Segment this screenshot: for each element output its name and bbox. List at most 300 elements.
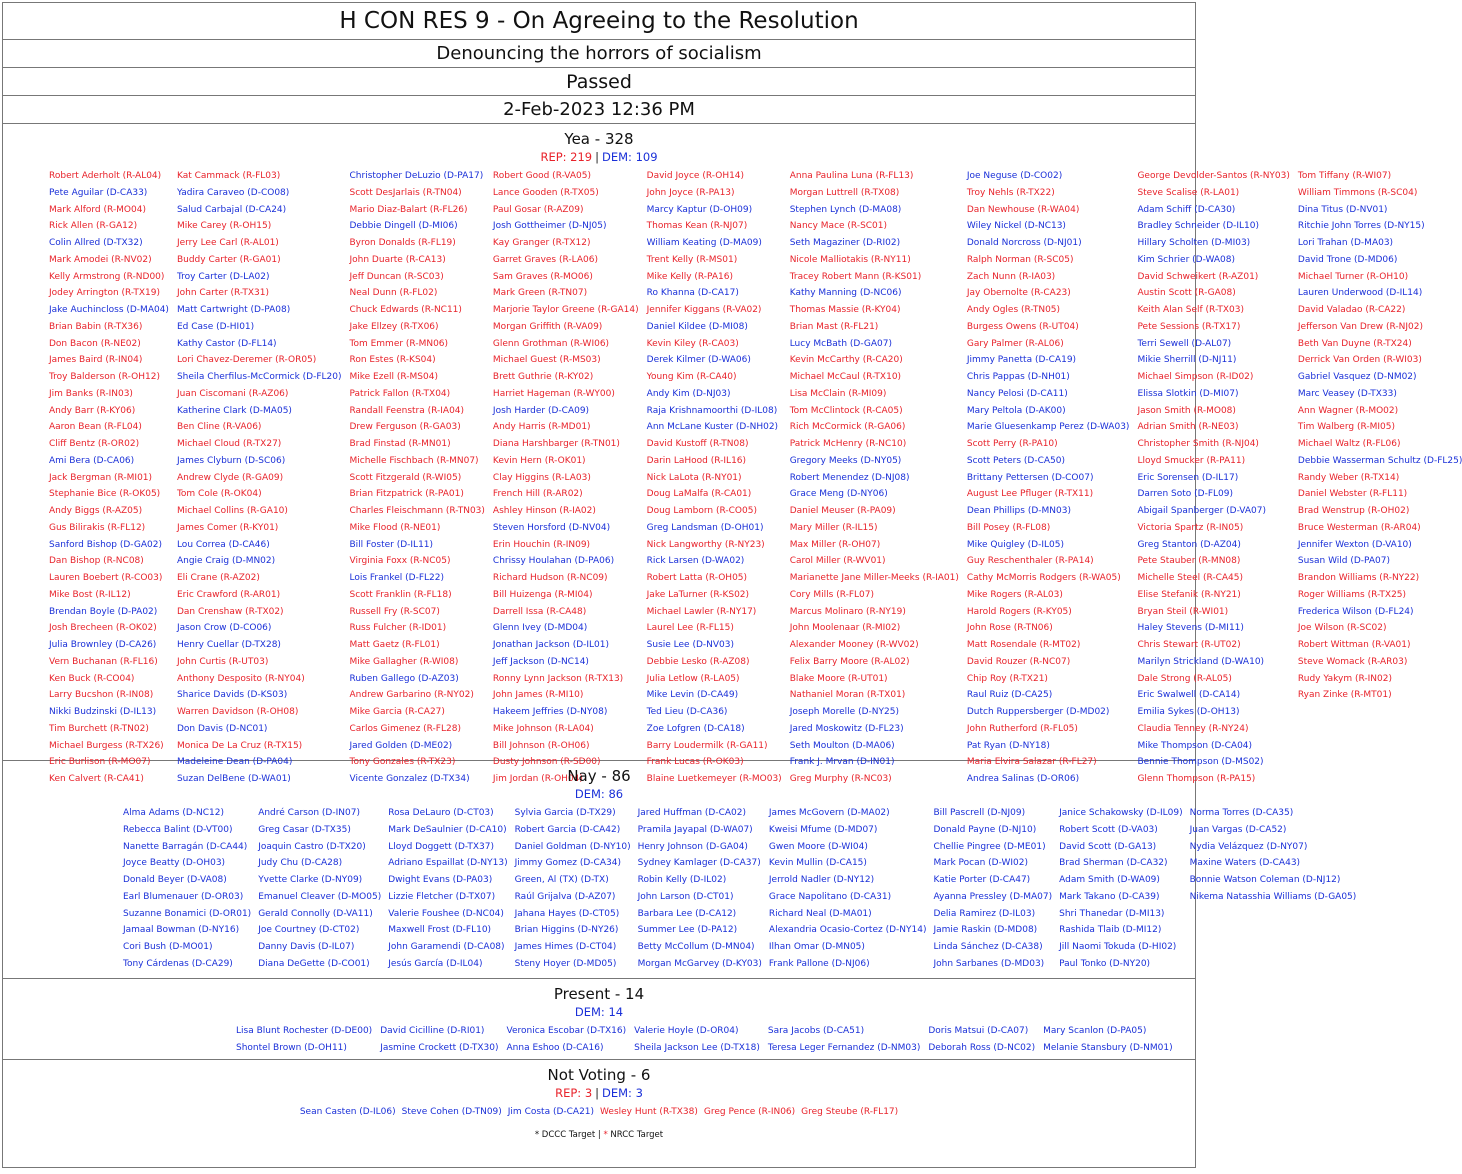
- member-entry: Elise Stefanik (R-NY21): [1137, 589, 1241, 600]
- member-entry: Marjorie Taylor Greene (R-GA14): [492, 305, 639, 315]
- member-entry: Raúl Grijalva (D-AZ07): [514, 891, 616, 902]
- member-entry: Beth Van Duyne (R-TX24): [1297, 338, 1412, 349]
- member-entry: Suzanne Bonamici (D-OR01): [123, 908, 252, 919]
- member-entry: Veronica Escobar (D-TX16): [506, 1026, 627, 1036]
- member-entry: Joseph Morelle (D-NY25): [789, 707, 899, 717]
- member-entry: Mark Alford (R-MO04): [49, 204, 146, 215]
- member-entry: Greg Landsman (D-OH01): [646, 522, 764, 533]
- member-entry: Scott DesJarlais (R-TN04): [349, 187, 462, 198]
- dccc-target-note: * DCCC Target: [534, 1129, 596, 1140]
- vote-record: [2, 2, 1462, 1168]
- member-entry: Stephanie Bice (R-OK05): [49, 489, 161, 500]
- member-entry: Bonnie Watson Coleman (D-NJ12): [1189, 875, 1341, 885]
- member-entry: Ann Wagner (R-MO02): [1297, 405, 1399, 416]
- member-entry: James McGovern (D-MA02): [768, 808, 890, 818]
- member-entry: Cathy McMorris Rodgers (R-WA05): [966, 573, 1121, 583]
- member-entry: August Lee Pfluger (R-TX11): [966, 489, 1094, 500]
- member-entry: Andrew Clyde (R-GA09): [176, 472, 284, 483]
- vote-datetime: 2-Feb-2023 12:36 PM: [3, 96, 1195, 124]
- not-voting-member-list: [3, 1104, 1195, 1121]
- nay-member-list: [123, 805, 1357, 973]
- member-entry: Chrissy Houlahan (D-PA06): [492, 556, 615, 567]
- member-entry: Dusty Johnson (R-SD00): [492, 757, 601, 768]
- member-entry: Nick LaLota (R-NY01): [646, 472, 742, 483]
- member-entry: Elissa Slotkin (D-MI07): [1137, 388, 1239, 399]
- member-entry: Betty McCollum (D-MN04): [637, 942, 755, 952]
- member-entry: Jonathan Jackson (D-IL01): [492, 640, 610, 650]
- member-entry: Gabriel Vasquez (D-NM02): [1297, 372, 1417, 382]
- member-entry: Nikema Natasshia Williams (D-GA05): [1189, 891, 1357, 902]
- member-entry: Kay Granger (R-TX12): [492, 238, 591, 248]
- member-entry: Gregory Meeks (D-NY05): [789, 455, 902, 466]
- member-entry: Bennie Thompson (D-MS02): [1137, 757, 1264, 768]
- member-entry: Kevin Mullin (D-CA15): [768, 858, 867, 869]
- member-entry: Michael Guest (R-MS03): [492, 355, 601, 366]
- member-entry: Adam Smith (D-WA09): [1059, 875, 1160, 885]
- member-entry: Jamie Raskin (D-MD08): [933, 925, 1038, 936]
- member-entry: Juan Vargas (D-CA52): [1189, 824, 1287, 835]
- member-entry: Lori Chavez-Deremer (R-OR05): [176, 355, 317, 366]
- member-entry: Mike Thompson (D-CA04): [1137, 740, 1253, 751]
- member-entry: Robert Latta (R-OH05): [646, 573, 748, 583]
- present-party-counts: [3, 1005, 1195, 1019]
- member-entry: Marie Gluesenkamp Perez (D-WA03): [966, 422, 1130, 433]
- member-entry: Terri Sewell (D-AL07): [1137, 338, 1232, 349]
- member-entry: Scott Fitzgerald (R-WI05): [349, 472, 462, 483]
- member-entry: Wesley Hunt (R-TX38): [600, 1107, 698, 1117]
- member-entry: Keith Alan Self (R-TX03): [1137, 305, 1244, 315]
- member-entry: Lloyd Doggett (D-TX37): [388, 841, 494, 852]
- member-entry: Jodey Arrington (R-TX19): [49, 288, 160, 299]
- member-entry: Maxine Waters (D-CA43): [1189, 858, 1301, 869]
- member-entry: Robert Garcia (D-CA42): [514, 824, 621, 835]
- member-entry: Mike Flood (R-NE01): [349, 522, 441, 533]
- member-entry: Mike Kelly (R-PA16): [646, 271, 734, 282]
- member-entry: Mario Diaz-Balart (R-FL26): [349, 204, 468, 215]
- member-entry: Andy Kim (D-NJ03): [646, 388, 731, 399]
- member-entry: Richard Hudson (R-NC09): [492, 573, 608, 583]
- member-entry: Warren Davidson (R-OH08): [176, 707, 299, 717]
- member-entry: Susan Wild (D-PA07): [1297, 556, 1391, 567]
- member-entry: Jamaal Bowman (D-NY16): [123, 925, 240, 936]
- member-entry: Robert Scott (D-VA03): [1059, 824, 1158, 835]
- member-entry: Suzan DelBene (D-WA01): [176, 774, 291, 784]
- member-entry: Ralph Norman (R-SC05): [966, 254, 1074, 265]
- member-entry: Cori Bush (D-MO01): [123, 942, 213, 952]
- member-entry: Cliff Bentz (R-OR02): [49, 439, 140, 449]
- member-entry: Dan Newhouse (R-WA04): [966, 204, 1080, 215]
- member-entry: Maxwell Frost (D-FL10): [388, 925, 492, 936]
- member-entry: Bill Posey (R-FL08): [966, 522, 1051, 533]
- member-entry: Bruce Westerman (R-AR04): [1297, 522, 1421, 533]
- member-entry: Jared Moskowitz (D-FL23): [789, 723, 904, 734]
- member-entry: Lou Correa (D-CA46): [176, 539, 270, 550]
- member-entry: Frank Lucas (R-OK03): [646, 757, 744, 768]
- member-entry: Rick Allen (R-GA12): [49, 221, 138, 232]
- member-entry: Lois Frankel (D-FL22): [349, 573, 444, 583]
- member-entry: John Sarbanes (D-MD03): [933, 958, 1045, 969]
- member-entry: Brett Guthrie (R-KY02): [492, 372, 594, 382]
- member-entry: Patrick McHenry (R-NC10): [789, 439, 907, 449]
- member-entry: Jared Golden (D-ME02): [349, 740, 453, 751]
- member-entry: Robert Menendez (D-NJ08): [789, 472, 910, 483]
- member-entry: Ruben Gallego (D-AZ03): [349, 673, 459, 684]
- member-entry: Robert Good (R-VA05): [492, 171, 591, 181]
- member-entry: Angie Craig (D-MN02): [176, 556, 276, 567]
- member-entry: Felix Barry Moore (R-AL02): [789, 656, 910, 667]
- member-entry: Pete Sessions (R-TX17): [1137, 321, 1241, 332]
- member-entry: Michelle Fischbach (R-MN07): [349, 455, 479, 466]
- member-entry: Scott Perry (R-PA10): [966, 439, 1058, 449]
- member-entry: Kweisi Mfume (D-MD07): [768, 824, 878, 835]
- member-entry: Jim Banks (R-IN03): [49, 388, 133, 399]
- member-entry: Rick Larsen (D-WA02): [646, 556, 745, 567]
- member-entry: Jasmine Crockett (D-TX30): [380, 1042, 499, 1053]
- member-entry: Dan Crenshaw (R-TX02): [176, 606, 284, 617]
- member-entry: Frank J. Mrvan (D-IN01): [789, 757, 895, 768]
- member-entry: Garret Graves (R-LA06): [492, 254, 598, 265]
- member-entry: Jerry Lee Carl (R-AL01): [176, 238, 279, 248]
- member-entry: Andy Harris (R-MD01): [492, 422, 591, 433]
- member-entry: Nancy Mace (R-SC01): [789, 221, 888, 232]
- present-member-list: [236, 1023, 1195, 1057]
- member-entry: Greg Stanton (D-AZ04): [1137, 539, 1241, 550]
- member-entry: Ken Calvert (R-CA41): [49, 774, 144, 784]
- member-entry: Aaron Bean (R-FL04): [49, 422, 142, 433]
- member-entry: French Hill (R-AR02): [492, 489, 583, 500]
- member-entry: Eli Crane (R-AZ02): [176, 573, 260, 583]
- member-entry: Zach Nunn (R-IA03): [966, 271, 1056, 282]
- member-entry: Harold Rogers (R-KY05): [966, 606, 1072, 617]
- member-entry: John James (R-MI10): [492, 690, 584, 701]
- member-entry: Morgan McGarvey (D-KY03): [637, 958, 762, 969]
- member-entry: Burgess Owens (R-UT04): [966, 321, 1079, 332]
- member-entry: Hakeem Jeffries (D-NY08): [492, 707, 608, 717]
- member-entry: Dina Titus (D-NV01): [1297, 204, 1388, 215]
- member-entry: Dutch Ruppersberger (D-MD02): [966, 707, 1110, 717]
- member-entry: Russ Fulcher (R-ID01): [349, 623, 447, 634]
- member-entry: Donald Payne (D-NJ10): [933, 824, 1037, 835]
- member-entry: Ritchie John Torres (D-NY15): [1297, 221, 1425, 232]
- member-entry: Daniel Meuser (R-PA09): [789, 506, 896, 516]
- member-entry: Kevin Kiley (R-CA03): [646, 338, 739, 349]
- member-entry: Nanette Barragán (D-CA44): [123, 841, 248, 852]
- member-entry: Russell Fry (R-SC07): [349, 606, 440, 617]
- member-entry: Kim Schrier (D-WA08): [1137, 254, 1235, 265]
- member-entry: Darin LaHood (R-IL16): [646, 455, 747, 466]
- member-entry: Jerrold Nadler (D-NY12): [768, 875, 875, 885]
- member-entry: Josh Brecheen (R-OK02): [49, 623, 157, 634]
- member-entry: Randy Weber (R-TX14): [1297, 472, 1400, 483]
- member-entry: Robert Wittman (R-VA01): [1297, 640, 1411, 650]
- member-entry: Thomas Massie (R-KY04): [789, 305, 901, 315]
- member-entry: Blake Moore (R-UT01): [789, 673, 888, 684]
- member-entry: John Rutherford (R-FL05): [966, 723, 1078, 734]
- member-entry: Mike Quigley (D-IL05): [966, 539, 1064, 550]
- member-entry: Greg Casar (D-TX35): [258, 824, 351, 835]
- member-entry: Michael Simpson (R-ID02): [1137, 372, 1254, 382]
- member-entry: David Valadao (R-CA22): [1297, 305, 1406, 315]
- member-entry: Marc Veasey (D-TX33): [1297, 388, 1397, 399]
- member-entry: Lauren Underwood (D-IL14): [1297, 288, 1423, 299]
- member-entry: Mike Gallagher (R-WI08): [349, 656, 459, 667]
- member-entry: Glenn Grothman (R-WI06): [492, 338, 610, 349]
- member-entry: Grace Meng (D-NY06): [789, 489, 888, 500]
- member-entry: Abigail Spanberger (D-VA07): [1137, 506, 1267, 516]
- member-entry: Roger Williams (R-TX25): [1297, 589, 1407, 600]
- member-entry: Mike Ezell (R-MS04): [349, 372, 438, 382]
- member-entry: Kathy Castor (D-FL14): [176, 338, 277, 349]
- member-entry: Debbie Lesko (R-AZ08): [646, 656, 750, 667]
- member-entry: Bill Huizenga (R-MI04): [492, 589, 593, 600]
- member-entry: Janice Schakowsky (D-IL09): [1059, 808, 1183, 818]
- member-entry: Salud Carbajal (D-CA24): [176, 204, 287, 215]
- member-entry: Gary Palmer (R-AL06): [966, 338, 1064, 349]
- nay-party-counts: [3, 787, 1195, 801]
- member-entry: Troy Carter (D-LA02): [176, 271, 270, 282]
- member-entry: Kevin Hern (R-OK01): [492, 455, 586, 466]
- member-entry: David Kustoff (R-TN08): [646, 439, 749, 449]
- member-entry: Henry Cuellar (D-TX28): [176, 640, 281, 650]
- member-entry: Andrea Salinas (D-OR06): [966, 774, 1080, 784]
- legend-separator: |: [597, 1129, 601, 1140]
- member-entry: Don Davis (D-NC01): [176, 723, 268, 734]
- member-entry: Vern Buchanan (R-FL16): [49, 656, 158, 667]
- member-entry: Michelle Steel (R-CA45): [1137, 573, 1244, 583]
- member-entry: Lance Gooden (R-TX05): [492, 187, 599, 198]
- member-entry: Doug LaMalfa (R-CA01): [646, 489, 752, 500]
- member-entry: Glenn Ivey (D-MD04): [492, 623, 588, 634]
- member-entry: Clay Higgins (R-LA03): [492, 472, 591, 483]
- member-entry: James Clyburn (D-SC06): [176, 455, 286, 466]
- member-entry: Jim Costa (D-CA21): [507, 1107, 595, 1117]
- member-entry: Donald Beyer (D-VA08): [123, 875, 227, 885]
- member-entry: Seth Moulton (D-MA06): [789, 740, 895, 751]
- member-entry: Joaquin Castro (D-TX20): [258, 841, 366, 852]
- member-entry: Sara Jacobs (D-CA51): [767, 1026, 865, 1036]
- member-entry: Brad Sherman (D-CA32): [1059, 858, 1168, 869]
- member-entry: Bryan Steil (R-WI01): [1137, 606, 1229, 617]
- member-entry: Nydia Velázquez (D-NY07): [1189, 841, 1308, 852]
- member-entry: Jennifer Kiggans (R-VA02): [646, 305, 762, 315]
- member-entry: Scott Franklin (R-FL18): [349, 589, 452, 600]
- member-entry: Jill Naomi Tokuda (D-HI02): [1059, 942, 1177, 952]
- member-entry: Wiley Nickel (D-NC13): [966, 221, 1066, 232]
- member-entry: Ron Estes (R-KS04): [349, 355, 436, 366]
- member-entry: Mary Miller (R-IL15): [789, 522, 878, 533]
- member-entry: Bradley Schneider (D-IL10): [1137, 221, 1260, 232]
- member-entry: Sydney Kamlager (D-CA37): [637, 858, 761, 869]
- member-entry: Katherine Clark (D-MA05): [176, 405, 292, 416]
- yea-party-counts: [3, 150, 1195, 164]
- member-entry: Derrick Van Orden (R-WI03): [1297, 355, 1422, 366]
- member-entry: Richard Neal (D-MA01): [768, 908, 872, 919]
- not-voting-rep-count: REP: 3: [555, 1086, 593, 1100]
- member-entry: Yvette Clarke (D-NY09): [258, 875, 363, 885]
- member-entry: Buddy Carter (R-GA01): [176, 254, 281, 265]
- member-entry: Blaine Luetkemeyer (R-MO03): [646, 774, 782, 784]
- member-entry: John Curtis (R-UT03): [176, 656, 269, 667]
- member-entry: Young Kim (R-CA40): [646, 372, 737, 382]
- member-entry: Pramila Jayapal (D-WA07): [637, 824, 753, 835]
- member-entry: Norma Torres (D-CA35): [1189, 808, 1294, 818]
- member-entry: Adam Schiff (D-CA30): [1137, 204, 1236, 215]
- member-entry: Andy Ogles (R-TN05): [966, 305, 1061, 315]
- member-entry: Scott Peters (D-CA50): [966, 455, 1066, 466]
- member-entry: David Rouzer (R-NC07): [966, 656, 1071, 667]
- member-entry: Juan Ciscomani (R-AZ06): [176, 388, 289, 399]
- member-entry: Andy Barr (R-KY06): [49, 405, 136, 416]
- count-separator: |: [595, 150, 599, 164]
- member-entry: Joe Neguse (D-CO02): [966, 171, 1063, 181]
- member-entry: Brandon Williams (R-NY22): [1297, 573, 1420, 583]
- member-entry: Earl Blumenauer (D-OR03): [123, 891, 244, 902]
- member-entry: Jennifer Wexton (D-VA10): [1297, 539, 1412, 550]
- member-entry: Barry Loudermilk (R-GA11): [646, 740, 768, 751]
- member-entry: Valerie Foushee (D-NC04): [388, 908, 504, 919]
- member-entry: Ken Buck (R-CO04): [49, 673, 135, 684]
- member-entry: Trent Kelly (R-MS01): [646, 254, 738, 265]
- member-entry: Grace Napolitano (D-CA31): [768, 891, 892, 902]
- member-entry: Steny Hoyer (D-MD05): [514, 958, 617, 969]
- member-entry: Melanie Stansbury (D-NM01): [1043, 1042, 1173, 1053]
- member-entry: Tim Walberg (R-MI05): [1297, 422, 1395, 433]
- member-entry: John Garamendi (D-CA08): [388, 942, 505, 952]
- member-entry: Michael McCaul (R-TX10): [789, 372, 902, 382]
- member-entry: Linda Sánchez (D-CA38): [933, 942, 1043, 952]
- member-entry: Michael Turner (R-OH10): [1297, 271, 1409, 282]
- member-entry: John Larson (D-CT01): [637, 891, 734, 902]
- member-entry: Ann McLane Kuster (D-NH02): [646, 422, 779, 433]
- member-entry: Ami Bera (D-CA06): [49, 455, 135, 466]
- member-entry: Mark DeSaulnier (D-CA10): [388, 824, 507, 835]
- member-entry: Nancy Pelosi (D-CA11): [966, 388, 1068, 399]
- member-entry: Lori Trahan (D-MA03): [1297, 238, 1394, 248]
- member-entry: Chip Roy (R-TX21): [966, 673, 1048, 684]
- member-entry: Don Bacon (R-NE02): [49, 338, 141, 349]
- member-entry: Alma Adams (D-NC12): [123, 808, 225, 818]
- member-entry: Mary Scanlon (D-PA05): [1043, 1026, 1147, 1036]
- member-entry: Pete Aguilar (D-CA33): [49, 187, 148, 198]
- bill-title: H CON RES 9 - On Agreeing to the Resolution: [3, 3, 1195, 40]
- member-entry: Brian Higgins (D-NY26): [514, 925, 619, 936]
- member-entry: Ayanna Pressley (D-MA07): [933, 891, 1053, 902]
- member-entry: Barbara Lee (D-CA12): [637, 908, 737, 919]
- member-entry: James Comer (R-KY01): [176, 522, 279, 533]
- not-voting-title: Not Voting - 6: [547, 1066, 651, 1084]
- member-entry: Danny Davis (D-IL07): [258, 942, 355, 952]
- member-entry: Michael Burgess (R-TX26): [49, 740, 164, 751]
- member-entry: Mary Peltola (D-AK00): [966, 405, 1066, 416]
- member-entry: Delia Ramirez (D-IL03): [933, 908, 1036, 919]
- member-entry: Morgan Griffith (R-VA09): [492, 321, 603, 332]
- member-entry: Randall Feenstra (R-IA04): [349, 405, 465, 416]
- member-entry: Valerie Hoyle (D-OR04): [634, 1026, 739, 1036]
- member-entry: William Keating (D-MA09): [646, 238, 762, 248]
- member-entry: David Trone (D-MD06): [1297, 254, 1398, 265]
- member-entry: David Cicilline (D-RI01): [380, 1026, 485, 1036]
- member-entry: Ashley Hinson (R-IA02): [492, 506, 596, 516]
- member-entry: Judy Chu (D-CA28): [258, 858, 343, 869]
- member-entry: Andrew Garbarino (R-NY02): [349, 690, 474, 701]
- member-entry: Jeff Jackson (D-NC14): [492, 656, 589, 667]
- member-entry: Jared Huffman (D-CA02): [637, 808, 747, 818]
- member-entry: Donald Norcross (D-NJ01): [966, 238, 1082, 248]
- member-entry: Brad Finstad (R-MN01): [349, 439, 451, 449]
- member-entry: Charles Fleischmann (R-TN03): [349, 506, 485, 516]
- member-entry: Pete Stauber (R-MN08): [1137, 556, 1241, 567]
- member-entry: Mark Amodei (R-NV02): [49, 254, 152, 265]
- member-entry: Doris Matsui (D-CA07): [928, 1026, 1029, 1036]
- member-entry: Troy Balderson (R-OH12): [49, 372, 160, 382]
- member-entry: Lizzie Fletcher (D-TX07): [388, 891, 496, 902]
- member-entry: Larry Bucshon (R-IN08): [49, 690, 154, 701]
- not-voting-party-counts: [3, 1086, 1195, 1100]
- member-entry: Daniel Webster (R-FL11): [1297, 489, 1408, 500]
- member-entry: Patrick Fallon (R-TX04): [349, 388, 451, 399]
- member-entry: Daniel Goldman (D-NY10): [514, 841, 631, 852]
- member-entry: Jack Bergman (R-MI01): [49, 472, 153, 483]
- member-entry: Harriet Hageman (R-WY00): [492, 388, 615, 399]
- member-entry: Tim Burchett (R-TN02): [49, 723, 149, 734]
- member-entry: Chuck Edwards (R-NC11): [349, 305, 462, 315]
- member-entry: Mike Johnson (R-LA04): [492, 723, 594, 734]
- member-entry: Steve Womack (R-AR03): [1297, 656, 1408, 667]
- not-voting-dem-count: DEM: 3: [602, 1086, 643, 1100]
- member-entry: Ro Khanna (D-CA17): [646, 288, 739, 299]
- bill-subtitle: Denouncing the horrors of socialism: [3, 40, 1195, 68]
- member-entry: Haley Stevens (D-MI11): [1137, 623, 1244, 634]
- member-entry: Marilyn Strickland (D-WA10): [1137, 656, 1265, 667]
- member-entry: Darren Soto (D-FL09): [1137, 489, 1233, 500]
- member-entry: Jahana Hayes (D-CT05): [514, 908, 620, 919]
- member-entry: Guy Reschenthaler (R-PA14): [966, 556, 1094, 567]
- member-entry: Mark Pocan (D-WI02): [933, 858, 1029, 869]
- member-entry: Eric Burlison (R-MO07): [49, 757, 151, 768]
- member-entry: Seth Magaziner (D-RI02): [789, 238, 901, 248]
- member-entry: Hillary Scholten (D-MI03): [1137, 238, 1251, 248]
- member-entry: Yadira Caraveo (D-CO08): [176, 187, 290, 198]
- member-entry: Colin Allred (D-TX32): [49, 238, 143, 248]
- vote-result: Passed: [3, 68, 1195, 96]
- member-entry: Nathaniel Moran (R-TX01): [789, 690, 906, 701]
- member-entry: James Himes (D-CT04): [514, 942, 617, 952]
- member-entry: Julia Letlow (R-LA05): [646, 673, 740, 684]
- member-entry: Josh Harder (D-CA09): [492, 405, 590, 416]
- member-entry: Sheila Jackson Lee (D-TX18): [634, 1042, 760, 1053]
- member-entry: Matt Gaetz (R-FL01): [349, 640, 440, 650]
- member-entry: Tony Cárdenas (D-CA29): [123, 958, 233, 969]
- member-entry: Marcy Kaptur (D-OH09): [646, 204, 753, 215]
- member-entry: Andy Biggs (R-AZ05): [49, 506, 143, 516]
- member-entry: Frederica Wilson (D-FL24): [1297, 606, 1414, 617]
- member-entry: Marcus Molinaro (R-NY19): [789, 606, 906, 617]
- member-entry: John Duarte (R-CA13): [349, 254, 446, 265]
- nrcc-target-note: NRCC Target: [610, 1129, 664, 1140]
- member-entry: Lucy McBath (D-GA07): [789, 338, 893, 349]
- member-entry: Paul Tonko (D-NY20): [1059, 958, 1151, 969]
- member-entry: Green, Al (TX) (D-TX): [514, 875, 609, 885]
- member-entry: Julia Brownley (D-CA26): [49, 640, 157, 650]
- member-entry: Raja Krishnamoorthi (D-IL08): [646, 405, 778, 416]
- member-entry: Paul Gosar (R-AZ09): [492, 204, 584, 215]
- not-voting-section: [3, 1066, 1195, 1155]
- member-entry: Jim Jordan (R-OH04): [492, 774, 583, 784]
- member-entry: Jason Crow (D-CO06): [176, 623, 272, 634]
- member-entry: Mike Bost (R-IL12): [49, 589, 131, 600]
- member-entry: Brittany Pettersen (D-CO07): [966, 472, 1094, 483]
- member-entry: Daniel Kildee (D-MI08): [646, 321, 748, 332]
